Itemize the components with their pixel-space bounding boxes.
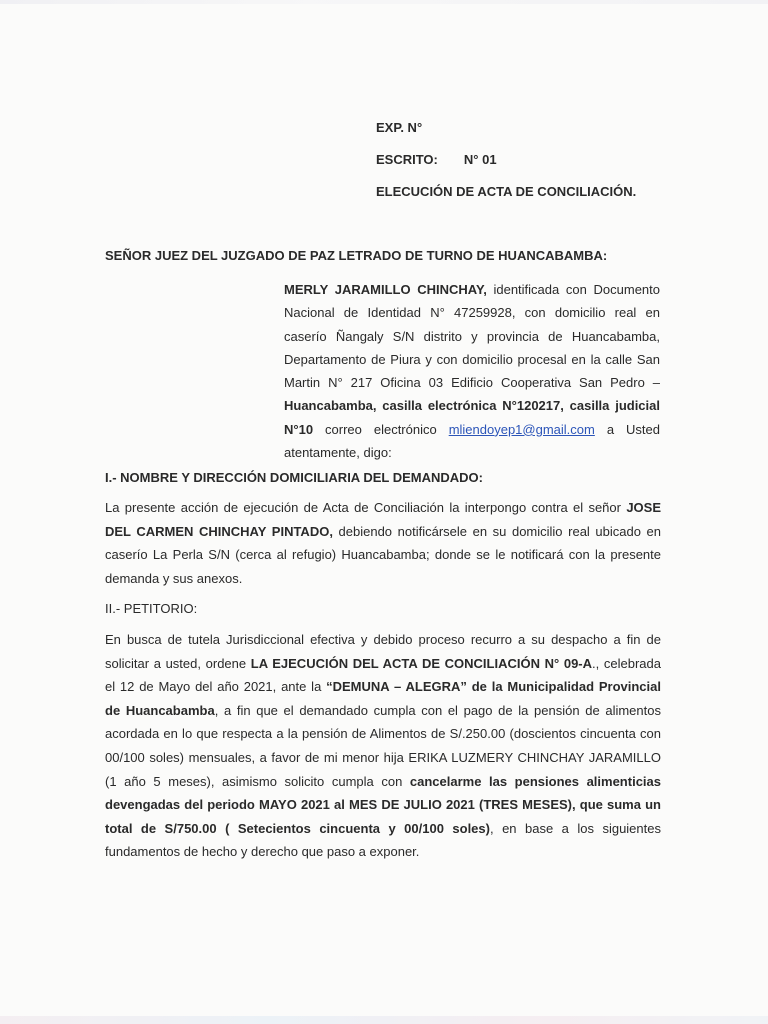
section-1-paragraph	[105, 496, 661, 590]
scan-edge-top	[0, 0, 768, 4]
intro-text-2: correo electrónico	[313, 421, 449, 437]
section-2-title: II.- PETITORIO:	[105, 601, 198, 616]
scan-edge-bottom	[0, 1016, 768, 1024]
s2-text-1: En busca de tutela Jurisdiccional efectiva y debido proceso recurro a su despacho a fin de solicitar a usted, ordene	[105, 632, 661, 671]
sumilla: ELECUCIÓN DE ACTA DE CONCILIACIÓN.	[376, 184, 637, 199]
s2-text-3: , a fin que el demandado cumpla con el pago de la pensión de alimentos acordada en lo que respecta a la pensión de Alimentos de S/.250.00 (doscientos cincuenta con 00/100 soles) mensuales, a favor de mi menor hija ERIKA LUZMERY CHINCHAY JARAMILLO (1 año 5 meses), asimismo solicito cumpla con	[105, 702, 661, 789]
s2-text-2: ., celebrada el 12 de Mayo del año 2021, ante la	[105, 655, 661, 695]
section-2-paragraph	[105, 628, 661, 864]
intro-bold-1: Huancabamba, casilla electrónica N°120217, casilla judicial N°10	[284, 398, 660, 437]
s1-bold-1: JOSE DEL CARMEN CHINCHAY PINTADO,	[105, 500, 661, 539]
s1-text-1: La presente acción de ejecución de Acta de Conciliación la interpongo contra el señor	[105, 500, 627, 515]
exp-label: EXP. N°	[376, 120, 423, 135]
intro-text-1: identificada con Documento Nacional de Identidad N° 47259928, con domicilio real en caserío Ñangaly S/N distrito y provincia de Huancabamba, Departamento de Piura y con domicilio procesal en la calle San Martin N° 217 Oficina 03 Edificio Cooperativa San Pedro –	[284, 282, 660, 391]
s2-bold-2: “DEMUNA – ALEGRA” de la Municipalidad Provincial de Huancabamba	[105, 679, 661, 718]
intro-text-3: a Usted atentamente, digo:	[284, 421, 660, 461]
addressee: SEÑOR JUEZ DEL JUZGADO DE PAZ LETRADO DE TURNO DE HUANCABAMBA:	[105, 248, 608, 263]
section-1-title: I.- NOMBRE Y DIRECCIÓN DOMICILIARIA DEL DEMANDADO:	[105, 470, 483, 485]
s2-bold-1: LA EJECUCIÓN DEL ACTA DE CONCILIACIÓN N° 09-A	[250, 655, 593, 671]
intro-paragraph	[284, 278, 660, 464]
s2-text-4: , en base a los siguientes fundamentos de hecho y derecho que paso a exponer.	[105, 820, 661, 860]
plaintiff-name: MERLY JARAMILLO CHINCHAY,	[284, 282, 487, 297]
email-link[interactable]: mliendoyep1@gmail.com	[448, 421, 595, 437]
escrito-number: N° 01	[463, 152, 497, 167]
escrito-line	[376, 152, 497, 167]
s2-bold-3: cancelarme las pensiones alimenticias devengadas del periodo MAYO 2021 al MES DE JULIO 2021 (TRES MESES), que suma un total de S/750.00 ( Setecientos cincuenta y 00/100 soles)	[105, 773, 661, 836]
s1-text-2: debiendo notificársele en su domicilio real ubicado en caserío La Perla S/N (cerca al refugio) Huancabamba; donde se le notificará con la presente demanda y sus anexos.	[105, 523, 661, 586]
escrito-label: ESCRITO:	[376, 152, 438, 167]
